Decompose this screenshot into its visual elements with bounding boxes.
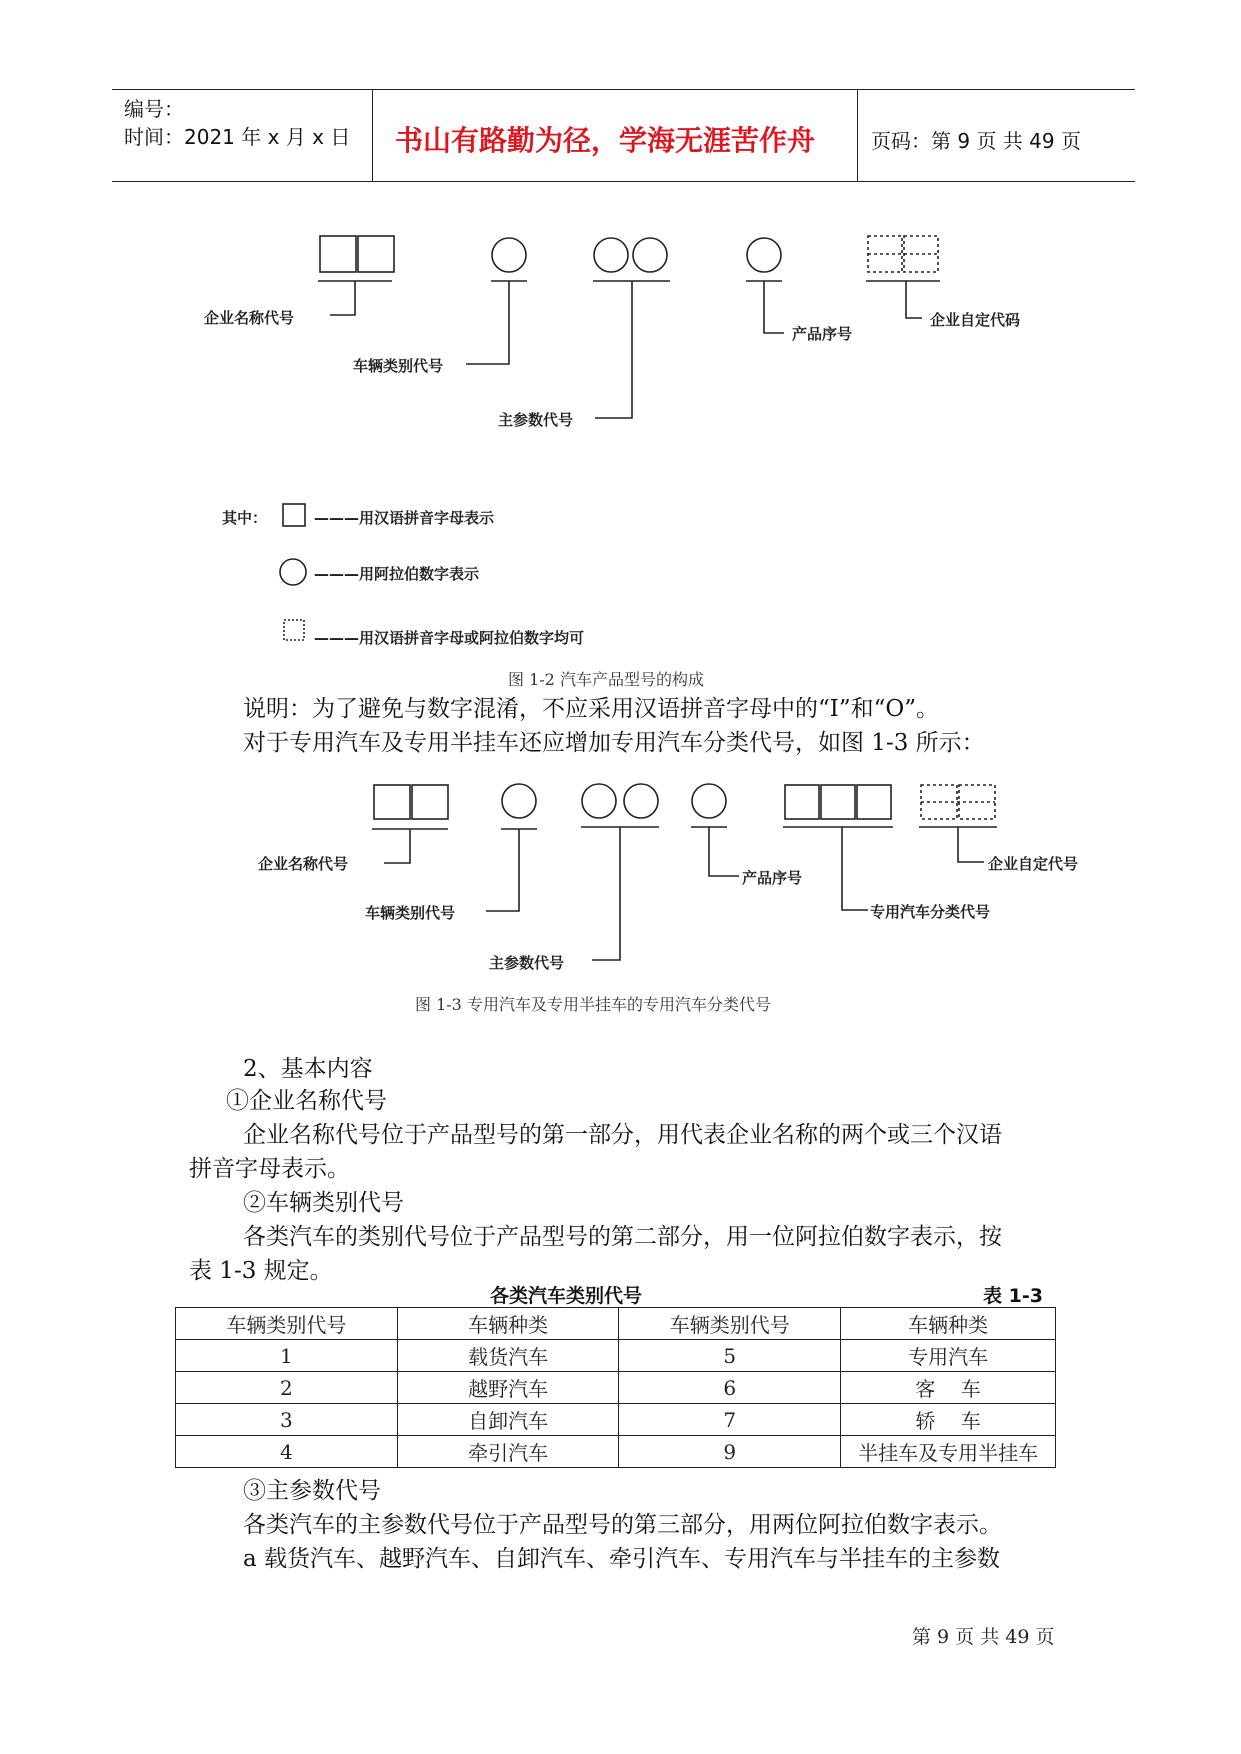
table-header-row <box>176 1308 1056 1340</box>
table-row <box>176 1436 1056 1468</box>
fig2-label-main-param: 主参数代号 <box>498 411 574 429</box>
fig2-label-product-serial: 产品序号 <box>792 325 853 343</box>
table-cell: 1 <box>176 1340 398 1372</box>
fig3-square-3 <box>785 785 819 819</box>
table-cell: 越野汽车 <box>397 1372 619 1404</box>
table-cell: 3 <box>176 1404 398 1436</box>
table-header-cell: 车辆种类 <box>841 1308 1056 1340</box>
figure-1-3-diagram <box>0 760 1241 1020</box>
table-header-cell: 车辆类别代号 <box>176 1308 398 1340</box>
fig2-dashed-square-1 <box>868 236 902 272</box>
section-heading: 2、基本内容 <box>243 1056 373 1082</box>
fig2-circle-4 <box>747 238 781 272</box>
fig2-circle-2 <box>594 238 628 272</box>
legend-prefix: 其中： <box>222 509 268 527</box>
doc-number-label: 编号： <box>124 97 184 121</box>
fig2-label-company-code: 企业名称代号 <box>204 309 295 327</box>
table-cell: 2 <box>176 1372 398 1404</box>
table-title: 各类汽车类别代号 <box>490 1285 643 1307</box>
fig3-label-company-code: 企业名称代号 <box>258 855 349 873</box>
table-row <box>176 1404 1056 1436</box>
legend-circle <box>280 559 306 585</box>
item3-title: ③主参数代号 <box>243 1478 381 1504</box>
figure-1-2-caption: 图 1-2 汽车产品型号的构成 <box>508 670 704 689</box>
fig2-circle-1 <box>492 238 526 272</box>
legend-square-text: ———用汉语拼音字母表示 <box>314 509 495 527</box>
fig3-label-main-param: 主参数代号 <box>489 954 565 972</box>
item3-text-line1: 各类汽车的主参数代号位于产品型号的第三部分，用两位阿拉伯数字表示。 <box>243 1512 1002 1538</box>
legend-dashed-square <box>284 620 304 640</box>
fig3-label-special-class: 专用汽车分类代号 <box>870 903 991 921</box>
fig2-square-1 <box>320 236 356 272</box>
table-cell: 5 <box>619 1340 841 1372</box>
date-label: 时间：2021 年 x 月 x 日 <box>124 125 351 149</box>
item1-text-line2: 拼音字母表示。 <box>189 1156 350 1182</box>
table-header-cell: 车辆种类 <box>397 1308 619 1340</box>
fig2-label-vehicle-class: 车辆类别代号 <box>353 357 444 375</box>
fig2-label-custom-code: 企业自定代码 <box>930 311 1021 329</box>
fig3-square-4 <box>821 785 855 819</box>
item2-title: ②车辆类别代号 <box>243 1190 404 1216</box>
table-cell: 牵引汽车 <box>397 1436 619 1468</box>
fig3-circle-3 <box>624 784 658 818</box>
header-page-info: 页码：第 9 页 共 49 页 <box>871 129 1081 153</box>
table-cell: 半挂车及专用半挂车 <box>841 1436 1056 1468</box>
item2-text-line1: 各类汽车的类别代号位于产品型号的第二部分，用一位阿拉伯数字表示，按 <box>243 1224 1002 1250</box>
table-cell: 4 <box>176 1436 398 1468</box>
fig3-label-vehicle-class: 车辆类别代号 <box>365 904 456 922</box>
fig2-dashed-square-2 <box>904 236 938 272</box>
table-number: 表 1-3 <box>983 1285 1043 1307</box>
page-footer: 第 9 页 共 49 页 <box>912 1626 1055 1648</box>
fig2-square-2 <box>358 236 394 272</box>
figure-1-3-caption: 图 1-3 专用汽车及专用半挂车的专用汽车分类代号 <box>415 995 771 1014</box>
table-cell: 专用汽车 <box>841 1340 1056 1372</box>
legend-dashed-text: ———用汉语拼音字母或阿拉伯数字均可 <box>314 629 585 647</box>
item2-text-line2: 表 1-3 规定。 <box>189 1258 333 1284</box>
table-cell: 6 <box>619 1372 841 1404</box>
fig3-label-custom-code: 企业自定代号 <box>988 855 1079 873</box>
note-paragraph: 说明：为了避免与数字混淆，不应采用汉语拼音字母中的“I”和“O”。 <box>243 696 939 722</box>
table-cell: 9 <box>619 1436 841 1468</box>
table-cell: 客 车 <box>841 1372 1056 1404</box>
fig3-square-1 <box>374 785 410 819</box>
fig3-circle-1 <box>502 784 536 818</box>
table-cell: 7 <box>619 1404 841 1436</box>
table-cell: 载货汽车 <box>397 1340 619 1372</box>
table-cell: 轿 车 <box>841 1404 1056 1436</box>
table-row <box>176 1340 1056 1372</box>
item3-text-line2: a 载货汽车、越野汽车、自卸汽车、牵引汽车、专用汽车与半挂车的主参数 <box>243 1546 1001 1572</box>
fig3-circle-4 <box>692 784 726 818</box>
special-vehicle-paragraph: 对于专用汽车及专用半挂车还应增加专用汽车分类代号，如图 1-3 所示： <box>243 730 985 756</box>
table-cell: 自卸汽车 <box>397 1404 619 1436</box>
legend-square <box>283 504 305 526</box>
fig2-circle-3 <box>633 238 667 272</box>
figure-1-2-diagram <box>0 0 1241 700</box>
table-header-cell: 车辆类别代号 <box>619 1308 841 1340</box>
fig3-square-5 <box>857 785 891 819</box>
fig3-square-2 <box>412 785 448 819</box>
legend-circle-text: ———用阿拉伯数字表示 <box>314 565 480 583</box>
table-row <box>176 1372 1056 1404</box>
motto-title: 书山有路勤为径，学海无涯苦作舟 <box>395 124 816 157</box>
vehicle-class-table <box>175 1307 1056 1468</box>
item1-title: ①企业名称代号 <box>226 1088 387 1114</box>
fig3-circle-2 <box>582 784 616 818</box>
fig3-label-product-serial: 产品序号 <box>742 869 803 887</box>
item1-text-line1: 企业名称代号位于产品型号的第一部分，用代表企业名称的两个或三个汉语 <box>243 1122 1002 1148</box>
